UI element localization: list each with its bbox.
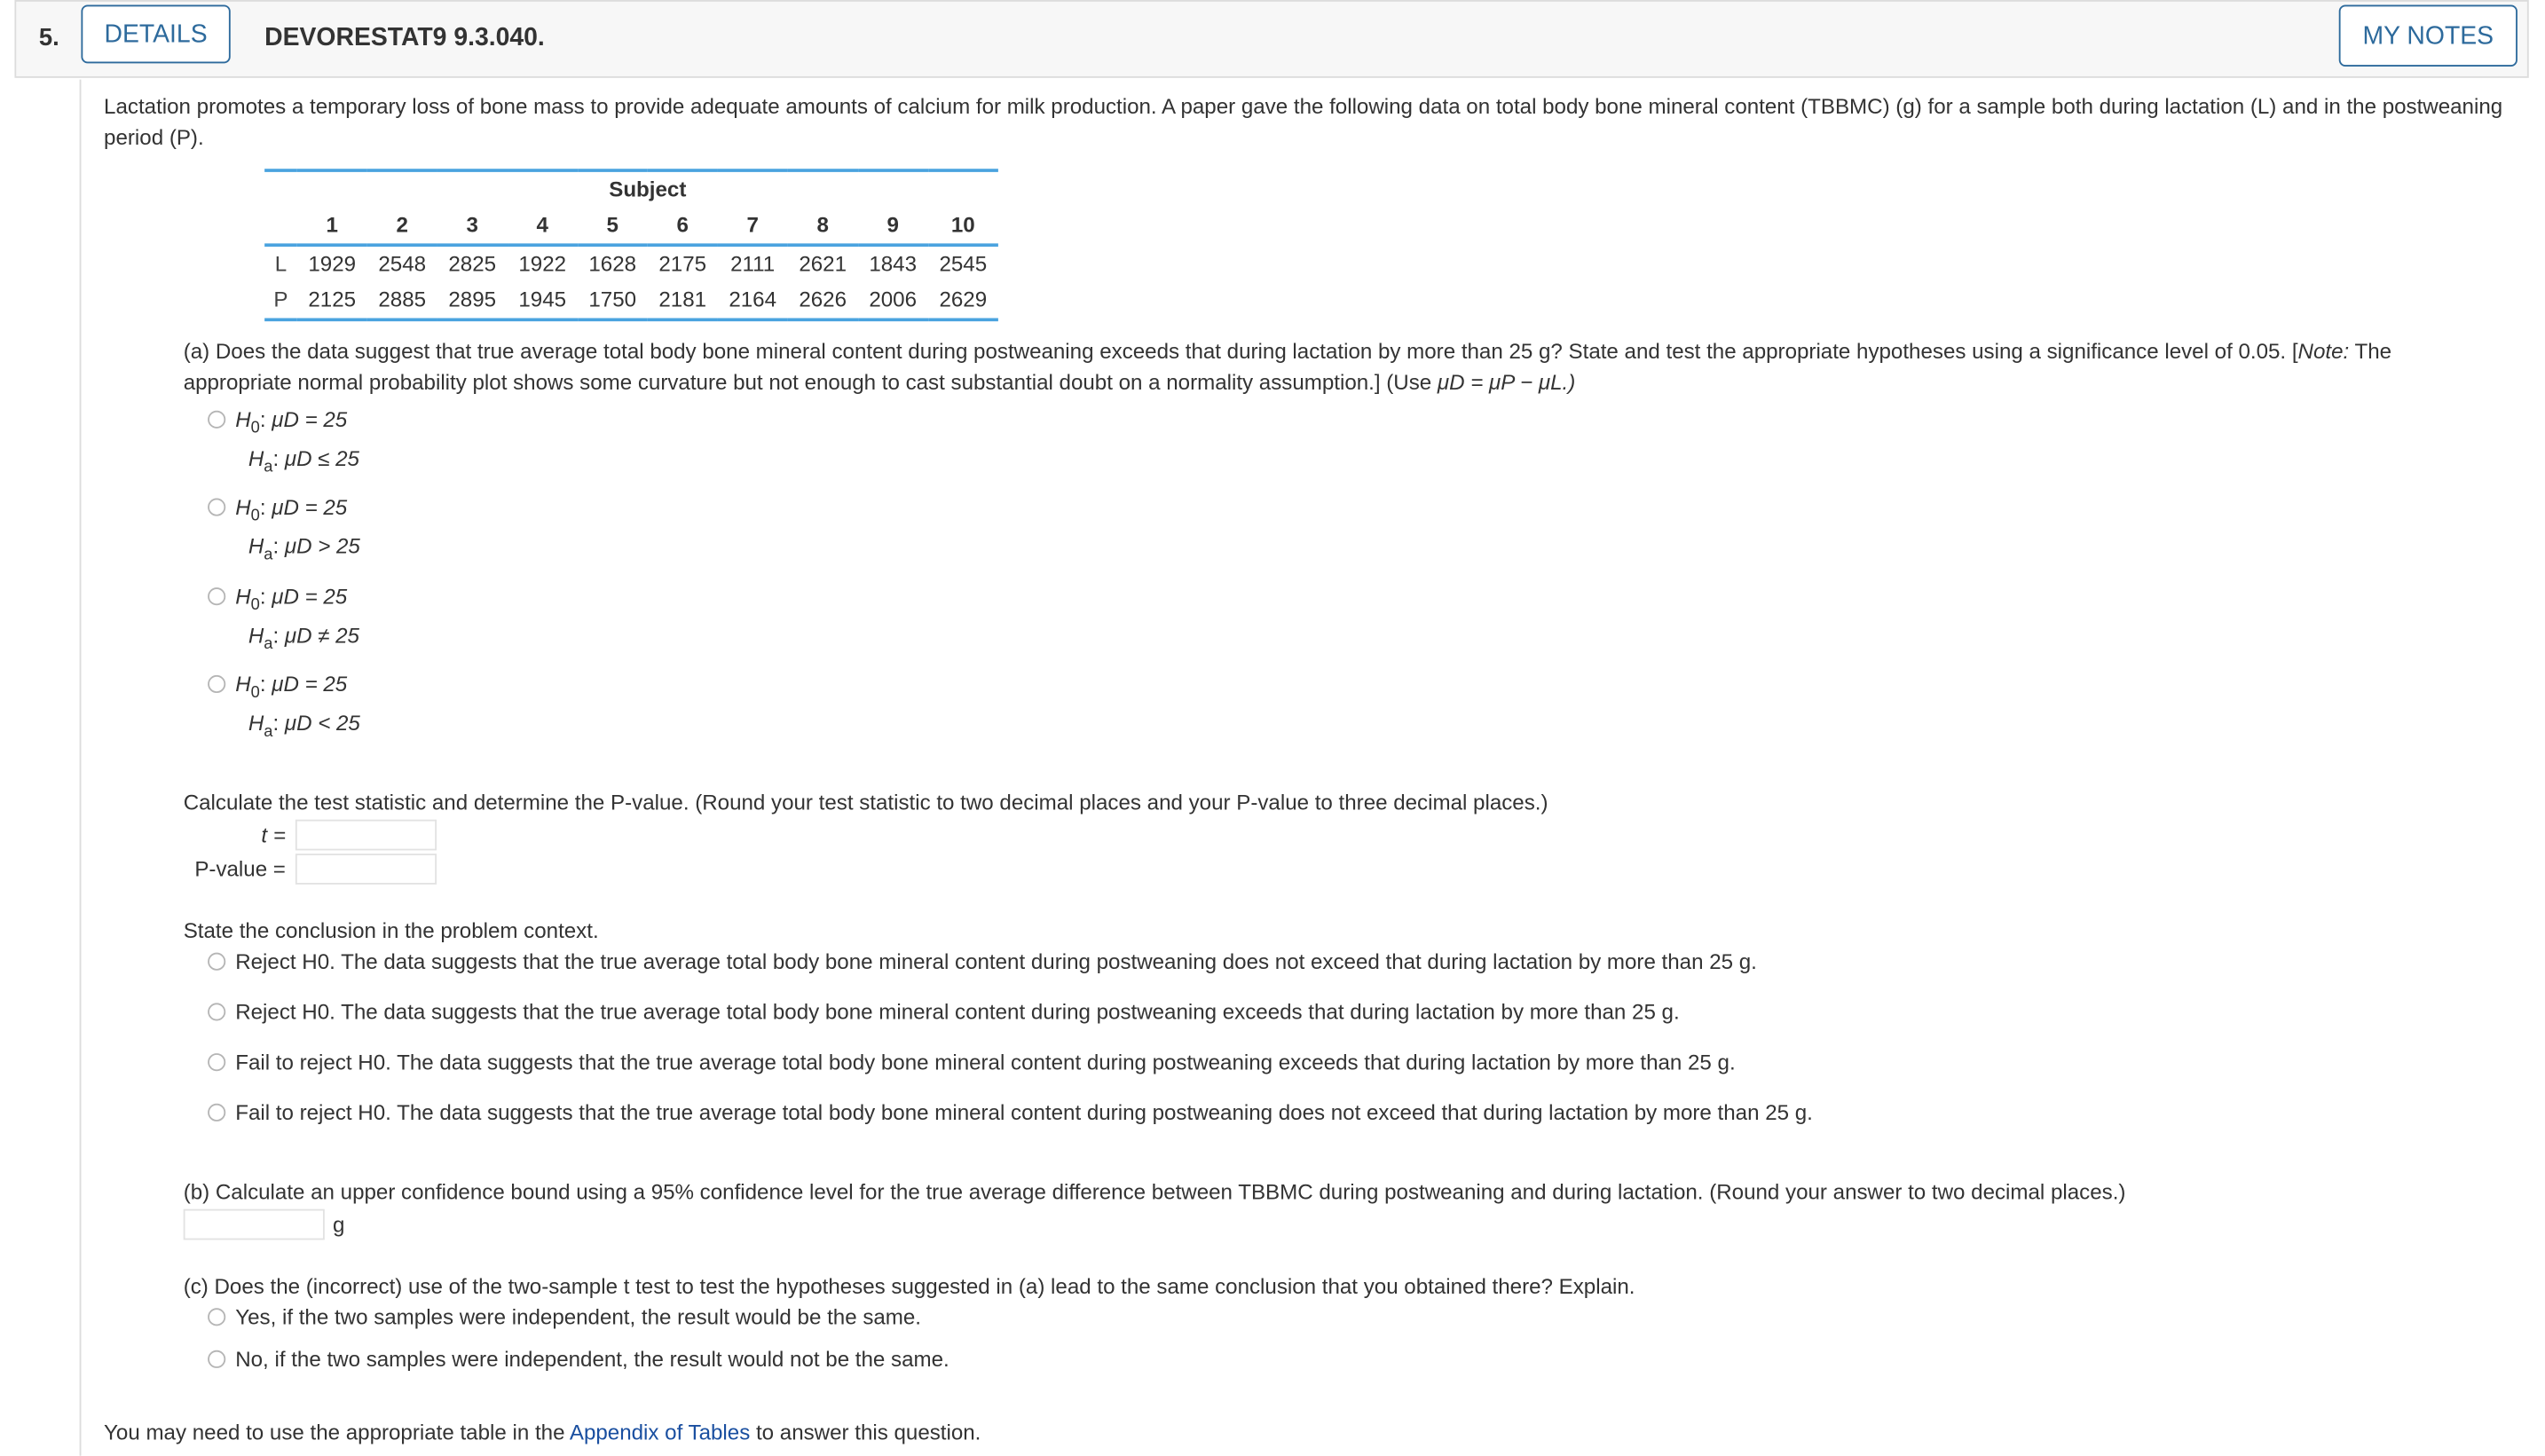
upper-bound-input[interactable]	[184, 1209, 325, 1240]
h0-expression: μD = 25	[272, 494, 348, 520]
option-text: The data suggests that the true average total body bone mineral content during postweaning exceeds that during lactation by more than 25 g.	[335, 999, 1680, 1025]
part-c-question: (c) Does the (incorrect) use of the two-sample t test to test the hypotheses suggested in (a) lead to the same conclusion that you obtained there? Explain.	[183, 1273, 1635, 1299]
subject-header: 6	[676, 213, 689, 238]
subject-header: 3	[466, 213, 478, 238]
option-text: The data suggests that the true average total body bone mineral content during postweaning does not exceed that during lactation by more than 25 g.	[390, 1100, 1813, 1125]
conclusion-option[interactable]	[208, 996, 1680, 1027]
hypothesis-option[interactable]: $H_0$: μD = 25	[208, 669, 347, 706]
option-prefix: Fail to reject H0.	[235, 1050, 391, 1074]
table-cell: 2164	[729, 287, 777, 312]
use-formula: μD = μP − μL.)	[1437, 370, 1576, 395]
table-cell: 2006	[869, 287, 918, 312]
hypothesis-option[interactable]: $H_0$: μD = 25	[208, 492, 347, 529]
ha-line: $H_a$: μD < 25	[248, 711, 360, 742]
row-label: P	[273, 287, 288, 312]
t-label: t =	[261, 822, 286, 847]
data-table	[264, 169, 998, 321]
ha-expression: μD ≠ 25	[284, 623, 359, 648]
table-cell: 2548	[378, 252, 427, 277]
option-text: Yes, if the two samples were independent, the result would be the same.	[235, 1304, 922, 1330]
table-cell: 1945	[518, 287, 567, 312]
table-cell: 2621	[799, 252, 847, 277]
ha-line: $H_a$: μD ≤ 25	[248, 446, 359, 477]
ha-line: $H_a$: μD ≠ 25	[248, 623, 359, 654]
table-row	[264, 282, 998, 319]
footer-note: You may need to use the appropriate table in the Appendix of Tables to answer this question.	[104, 1420, 981, 1444]
table-row	[264, 245, 998, 282]
option-prefix: Reject H0.	[235, 999, 335, 1025]
part-a-question: (a) Does the data suggest that true average total body bone mineral content during postweaning exceeds that during lactation by more than 25 g? State and test the appropriate hypotheses using a significance level of 0.05. [Note: The appropriate normal probability plot shows some curvature but not enough to cast substantial doubt on a normality assumption.] (Use μD = μP − μL.)	[183, 339, 2392, 395]
part-b-question: (b) Calculate an upper confidence bound using a 95% confidence level for the true average difference between TBBMC during postweaning and during lactation. (Round your answer to two decimal places.)	[183, 1179, 2126, 1205]
table-cell: 1628	[588, 252, 637, 277]
calc-instruction: Calculate the test statistic and determine the P-value. (Round your test statistic to two decimal places and your P-value to three decimal places.)	[183, 790, 1548, 815]
details-button[interactable]: DETAILS	[81, 4, 230, 63]
subject-header: 7	[746, 213, 759, 238]
radio-button[interactable]	[208, 1003, 225, 1020]
table-cell: 1750	[588, 287, 637, 312]
question-number: 5.	[38, 24, 59, 52]
note-label: Note:	[2297, 339, 2350, 364]
part-c-option[interactable]	[208, 1343, 949, 1374]
radio-button[interactable]	[208, 675, 225, 693]
question-title: DEVORESTAT9 9.3.040.	[264, 24, 545, 52]
option-text: The data suggests that the true average total body bone mineral content during postweaning does not exceed that during lactation by more than 25 g.	[335, 949, 1757, 974]
ha-line: $H_a$: μD > 25	[248, 533, 360, 564]
h0-expression: μD = 25	[272, 407, 348, 432]
question-header	[14, 0, 2528, 78]
option-prefix: Reject H0.	[235, 949, 335, 974]
radio-button[interactable]	[208, 1350, 225, 1368]
table-cell: 1843	[869, 252, 918, 277]
table-cell: 2181	[658, 287, 707, 312]
table-cell: 2629	[939, 287, 988, 312]
radio-button[interactable]	[208, 411, 225, 429]
radio-button[interactable]	[208, 1308, 225, 1326]
table-cell: 2825	[448, 252, 497, 277]
radio-button[interactable]	[208, 499, 225, 516]
appendix-link[interactable]: Appendix of Tables	[569, 1420, 751, 1444]
subject-header: 10	[950, 213, 975, 238]
row-label: L	[274, 252, 288, 277]
conclusion-prompt: State the conclusion in the problem context.	[183, 918, 599, 943]
hypothesis-option[interactable]: $H_0$: μD = 25	[208, 581, 347, 618]
part-c-option[interactable]	[208, 1302, 921, 1333]
table-cell: 2885	[378, 287, 427, 312]
radio-button[interactable]	[208, 587, 225, 605]
table-cell: 2125	[308, 287, 357, 312]
ha-expression: μD > 25	[284, 533, 360, 559]
table-cell: 2626	[799, 287, 847, 312]
my-notes-button[interactable]: MY NOTES	[2339, 4, 2517, 67]
subject-header: 8	[816, 213, 829, 238]
conclusion-option[interactable]	[208, 946, 1757, 977]
subject-header: 2	[396, 213, 408, 238]
table-cell: 1929	[308, 252, 357, 277]
subject-header: 5	[606, 213, 619, 238]
table-cell: 2175	[658, 252, 707, 277]
h0-expression: μD = 25	[272, 672, 348, 697]
table-caption: Subject	[609, 177, 687, 202]
ha-expression: μD ≤ 25	[284, 446, 359, 471]
subject-header-row	[264, 208, 998, 245]
unit-label: g	[332, 1212, 345, 1237]
option-text: The data suggests that the true average total body bone mineral content during postweaning exceeds that during lactation by more than 25 g.	[390, 1050, 1736, 1074]
conclusion-option[interactable]	[208, 1097, 1813, 1128]
table-cell: 2895	[448, 287, 497, 312]
subject-header: 9	[886, 213, 899, 238]
radio-button[interactable]	[208, 1104, 225, 1122]
t-stat-input[interactable]	[295, 820, 437, 851]
subject-header: 4	[536, 213, 548, 238]
problem-intro: Lactation promotes a temporary loss of bone mass to provide adequate amounts of calcium for milk production. A paper gave the following data on total body bone mineral content (TBBMC) (g) for a sample both during lactation (L) and in the postweaning period (P).	[104, 94, 2503, 150]
radio-button[interactable]	[208, 953, 225, 971]
hypothesis-option[interactable]: $H_0$: μD = 25	[208, 404, 347, 441]
p-value-label: P-value =	[194, 856, 286, 882]
option-prefix: Fail to reject H0.	[235, 1100, 391, 1125]
h0-expression: μD = 25	[272, 584, 348, 609]
ha-expression: μD < 25	[284, 711, 360, 736]
table-cell: 2111	[730, 252, 776, 277]
radio-button[interactable]	[208, 1053, 225, 1071]
table-cell: 1922	[518, 252, 567, 277]
table-cell: 2545	[939, 252, 988, 277]
conclusion-option[interactable]	[208, 1047, 1736, 1078]
left-divider	[80, 80, 82, 1456]
p-value-input[interactable]	[295, 854, 437, 885]
subject-header: 1	[326, 213, 338, 238]
option-text: No, if the two samples were independent, the result would not be the same.	[235, 1347, 949, 1372]
